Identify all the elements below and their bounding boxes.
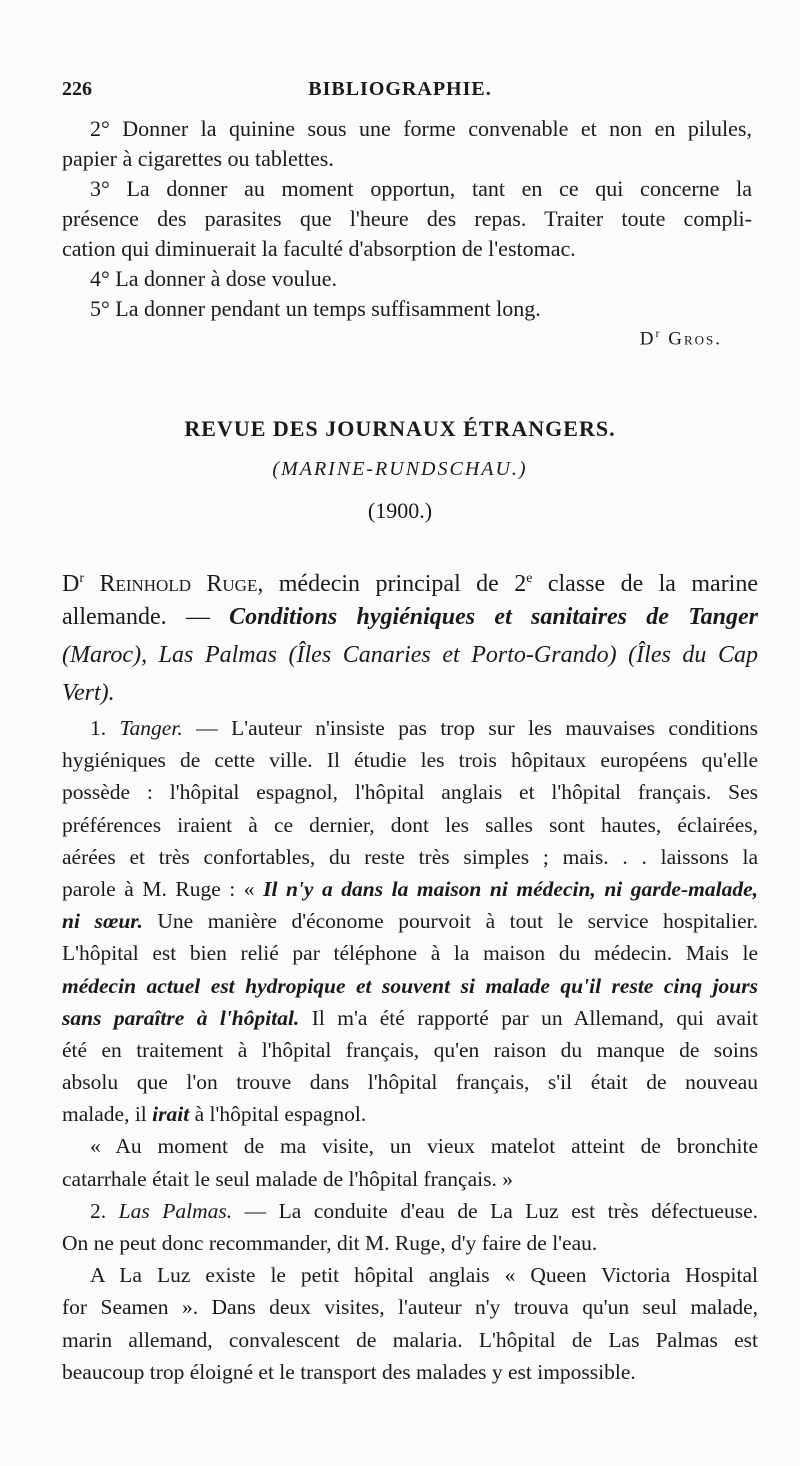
body-line: préférences iraient à ce dernier, dont les salles sont hautes, éclairées, [62,812,758,837]
body-text: — La conduite d'eau de La Luz est très défectueuse. [232,1198,759,1223]
body-line [62,1098,758,1130]
body-line: beaucoup trop éloigné et le transport des malades y est impossible. [62,1359,636,1384]
page-header [62,72,738,108]
list-line: 4° La donner à dose voulue. [90,266,338,291]
article-heading [62,560,758,712]
section-year: (1900.) [367,498,433,523]
body-line: aérées et très confortables, du reste très simples ; mais. . . laissons la [62,844,758,869]
author-role-start: , médecin principal de 2 [257,571,527,597]
body-line: « Au moment de ma visite, un vieux matelot atteint de bronchite [90,1134,758,1159]
list-line: cation qui diminuerait la faculté d'absorption de l'estomac. [62,236,576,261]
body-text: — L'auteur n'insiste pas trop sur les mauvaises conditions [182,716,758,740]
list-block [62,114,752,324]
list-line: 5° La donner pendant un temps suffisamment long. [90,296,541,321]
body-line [62,873,758,905]
quote-text: Il n'y a dans la maison ni médecin, ni garde-malade, [263,876,758,901]
section-subtitle: (MARINE-RUNDSCHAU.) [272,458,528,480]
quote-text: ni sœur. [62,909,143,934]
body-line [62,905,758,937]
body-line: L'hôpital est bien relié par téléphone à la maison du médecin. Mais le [62,941,758,966]
body-line: hygiéniques de cette ville. Il étudie les trois hôpitaux européens qu'elle [62,748,758,773]
heading-line [62,598,758,636]
signature [640,326,722,350]
body-text: Une manière d'économe pourvoit à tout le service hospitalier. [142,909,758,934]
section-title: REVUE DES JOURNAUX ÉTRANGERS. [184,416,616,441]
heading-line2-start: allemande. — [62,604,230,630]
page-number: 226 [62,78,92,100]
body-line [62,1195,758,1227]
article-title-part1: Conditions hygiéniques et sanitaires de Tanger [229,604,758,630]
section-number: 2. [90,1198,119,1223]
body-line: possède : l'hôpital espagnol, l'hôpital anglais et l'hôpital français. Ses [62,780,758,805]
doctor-title: D [62,571,80,597]
body-line: marin allemand, convalescent de malaria. L'hôpital de Las Palmas est [62,1327,758,1352]
body-line: médecin actuel est hydropique et souvent si malade qu'il reste cinq jours [62,973,758,998]
body-line: On ne peut donc recommander, dit M. Ruge, d'y faire de l'eau. [62,1231,598,1255]
section-heading: Las Palmas. [118,1198,233,1223]
list-line: 3° La donner au moment opportun, tant en ce qui concerne la [90,176,752,201]
body-line: catarrhale était le seul malade de l'hôpital français. » [62,1166,513,1191]
author-role-end: classe de la marine [532,571,759,597]
article-title-part3: Vert). [62,680,115,706]
body-line [62,712,758,744]
running-title: BIBLIOGRAPHIE. [308,78,492,100]
list-line: papier à cigarettes ou tablettes. [62,146,334,171]
heading-line [62,560,758,598]
signature-title: D [639,328,656,350]
body-line: A La Luz existe le petit hôpital anglais « Queen Victoria Hospital [90,1263,758,1288]
body-text: malade, il [62,1102,153,1127]
doctor-title-sup: r [79,571,85,586]
body-text: parole à M. Ruge : « [62,876,264,901]
body-text: à l'hôpital espagnol. [189,1102,367,1127]
signature-name: Gros. [668,328,722,350]
signature-title-sup: r [655,326,662,340]
section-number: 1. [90,716,120,740]
author-name: Reinhold Ruge [99,571,258,597]
quote-text: sans paraître à l'hôpital. [62,1005,300,1030]
body-line [62,1002,758,1034]
list-line: 2° Donner la quinine sous une forme convenable et non en pilules, [90,116,752,141]
article-title-part2: (Maroc), Las Palmas (Îles Canaries et Porto-Grando) (Îles du Cap [62,642,758,668]
article-body [62,712,758,1388]
quote-text: irait [152,1102,190,1127]
author-role-sup: e [526,571,533,586]
section-heading: Tanger. [119,716,183,740]
body-text: Il m'a été rapporté par un Allemand, qui avait [299,1005,759,1030]
body-line: été en traitement à l'hôpital français, qu'en raison du manque de soins [62,1037,758,1062]
list-line: présence des parasites que l'heure des repas. Traiter toute compli- [62,206,752,231]
body-line: for Seamen ». Dans deux visites, l'auteur n'y trouva qu'un seul malade, [62,1295,758,1320]
body-line: absolu que l'on trouve dans l'hôpital français, s'il était de nouveau [62,1070,758,1095]
